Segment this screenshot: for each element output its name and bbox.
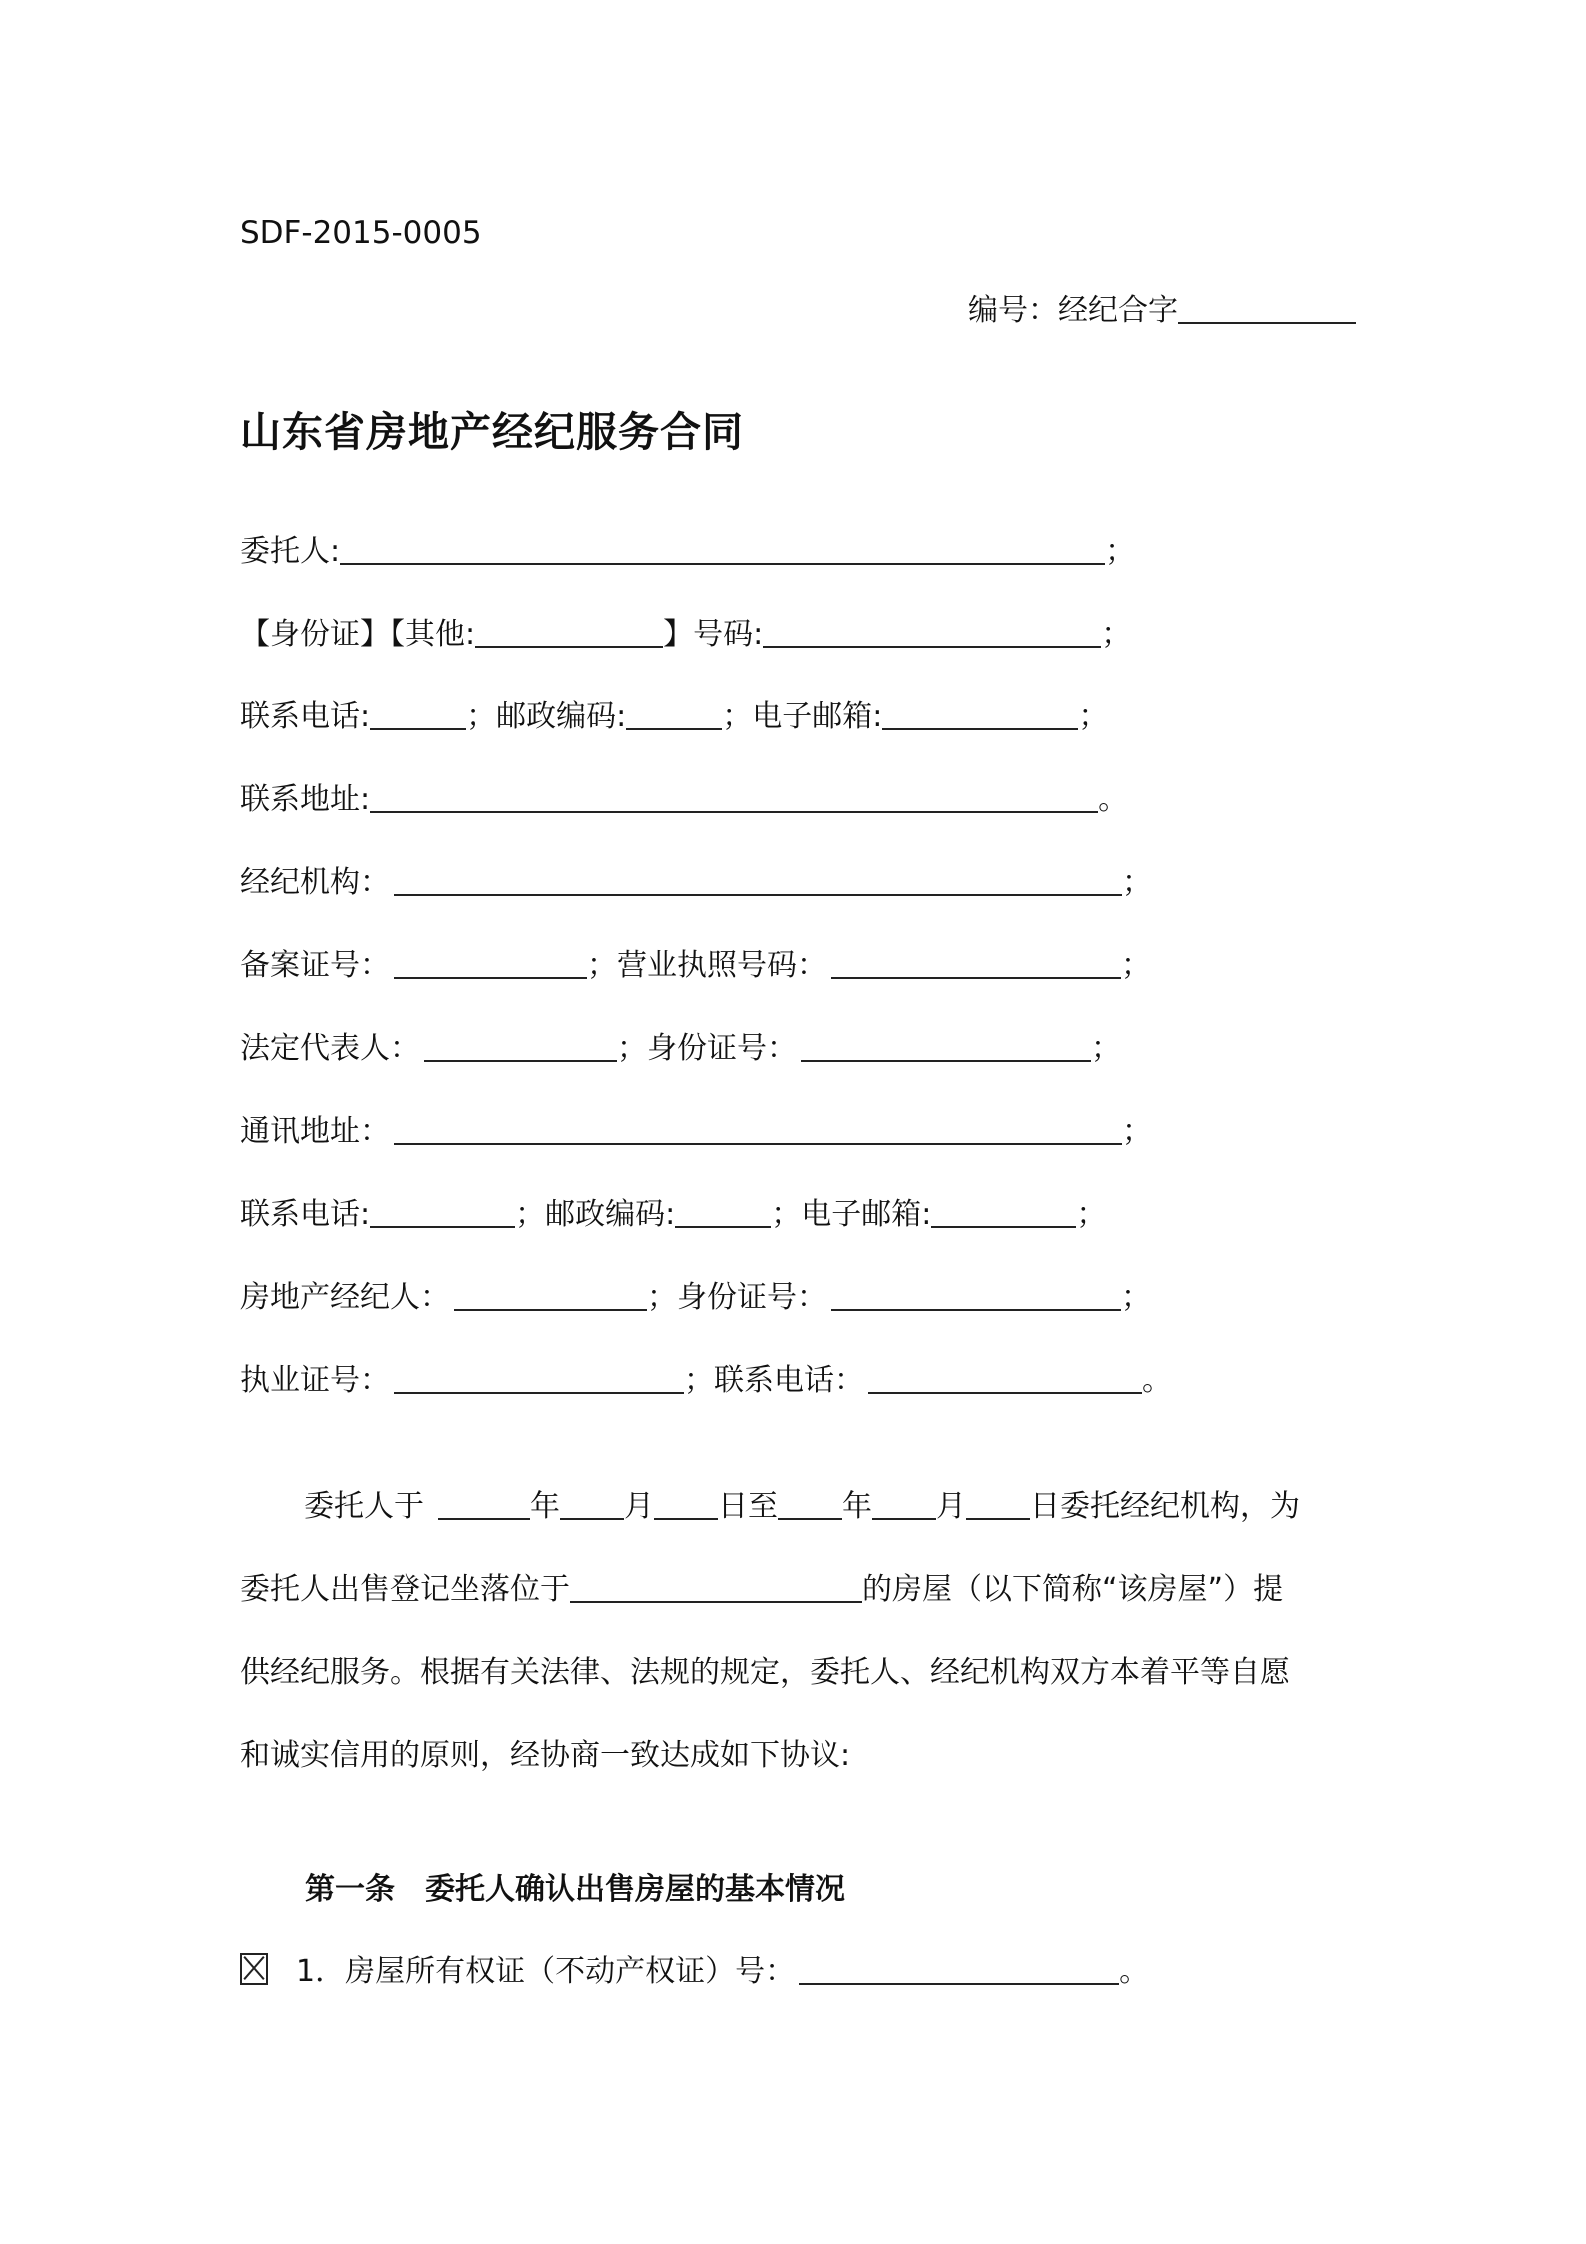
intro-line-1 [240, 1487, 1352, 1570]
broker-row [240, 1278, 1151, 1318]
license-number-label: ；营业执照号码： [587, 948, 827, 983]
punctuation: ； [1122, 865, 1152, 900]
certificate-number-field[interactable] [799, 1953, 1119, 1985]
punctuation: 。 [1142, 1363, 1172, 1398]
punctuation: ； [1078, 699, 1109, 734]
postcode-label: ；邮政编码: [466, 699, 627, 734]
practice-row [240, 1361, 1172, 1401]
record-number-label: 备案证号： [240, 948, 390, 983]
agency-name-field[interactable] [394, 864, 1122, 896]
id-number-label: ；身份证号： [617, 1031, 797, 1066]
broker-label: 房地产经纪人： [240, 1280, 450, 1315]
punctuation: ； [1076, 1197, 1107, 1232]
client-id-number-field[interactable] [763, 616, 1101, 648]
intro-line-4: 和诚实信用的原则，经协商一致达成如下协议: [240, 1738, 851, 1773]
certificate-number-label: 1．房屋所有权证（不动产权证）号： [296, 1954, 796, 1989]
license-number-field[interactable] [831, 947, 1121, 979]
legal-rep-label: 法定代表人： [240, 1031, 420, 1066]
punctuation: ； [1121, 948, 1151, 983]
client-address-field[interactable] [370, 781, 1098, 813]
legal-rep-field[interactable] [424, 1030, 617, 1062]
agency-contact-row [240, 1195, 1106, 1235]
punctuation: ； [1122, 1114, 1152, 1149]
agency-phone-field[interactable] [370, 1196, 515, 1228]
form-code: SDF-2015-0005 [240, 215, 482, 251]
id-number-label: 】号码: [663, 617, 764, 652]
address-label: 联系地址: [240, 782, 371, 817]
email-label: ；电子邮箱: [722, 699, 883, 734]
end-day-field[interactable] [966, 1488, 1030, 1520]
intro-text: 委托人于 [304, 1489, 424, 1524]
serial-label: 编号：经纪合字 [968, 293, 1178, 328]
postcode-label: ；邮政编码: [515, 1197, 676, 1232]
agency-row [240, 863, 1152, 903]
start-year-field[interactable] [438, 1488, 530, 1520]
article-1-heading: 第一条 委托人确认出售房屋的基本情况 [305, 1872, 845, 1907]
agency-email-field[interactable] [931, 1196, 1076, 1228]
start-month-field[interactable] [560, 1488, 624, 1520]
intro-text: 的房屋（以下简称“该房屋”）提 [862, 1572, 1284, 1607]
agency-registration-row [240, 946, 1151, 986]
article-1-item-1 [240, 1952, 1149, 1992]
end-month-field[interactable] [872, 1488, 936, 1520]
intro-line-3: 供经纪服务。根据有关法律、法规的规定，委托人、经纪机构双方本着平等自愿 [240, 1655, 1290, 1690]
intro-text: 月 [936, 1489, 966, 1524]
phone-label: 联系电话: [240, 1197, 371, 1232]
broker-id-field[interactable] [831, 1279, 1121, 1311]
id-type-label: 【身份证】【其他: [240, 617, 476, 652]
punctuation: ； [1101, 617, 1132, 652]
client-name-field[interactable] [340, 533, 1105, 565]
client-label: 委托人: [240, 534, 341, 569]
checked-box-icon[interactable] [240, 1953, 268, 1985]
mail-address-label: 通讯地址： [240, 1114, 390, 1149]
practice-number-field[interactable] [394, 1362, 684, 1394]
property-location-field[interactable] [570, 1571, 862, 1603]
intro-text: 年 [842, 1489, 872, 1524]
client-contact-row [240, 697, 1108, 737]
page-title: 山东省房地产经纪服务合同 [240, 408, 744, 456]
end-year-field[interactable] [778, 1488, 842, 1520]
client-phone-field[interactable] [370, 698, 466, 730]
intro-text: 日至 [718, 1489, 778, 1524]
phone-label: 联系电话: [240, 699, 371, 734]
id-number-label: ；身份证号： [647, 1280, 827, 1315]
client-postcode-field[interactable] [626, 698, 722, 730]
broker-phone-field[interactable] [868, 1362, 1142, 1394]
intro-paragraph [240, 1487, 1352, 1819]
mail-address-row [240, 1112, 1152, 1152]
legal-rep-row [240, 1029, 1121, 1069]
agency-postcode-field[interactable] [675, 1196, 771, 1228]
serial-number [968, 291, 1356, 331]
practice-number-label: 执业证号： [240, 1363, 390, 1398]
client-row [240, 532, 1135, 572]
intro-text: 委托人出售登记坐落位于 [240, 1572, 570, 1607]
client-id-row [240, 615, 1131, 655]
serial-number-field[interactable] [1178, 292, 1356, 324]
email-label: ；电子邮箱: [771, 1197, 932, 1232]
punctuation: ； [1121, 1280, 1151, 1315]
legal-rep-id-field[interactable] [801, 1030, 1091, 1062]
punctuation: 。 [1098, 782, 1129, 817]
punctuation: 。 [1119, 1954, 1150, 1989]
broker-name-field[interactable] [454, 1279, 647, 1311]
phone-label: ；联系电话： [684, 1363, 864, 1398]
mail-address-field[interactable] [394, 1113, 1122, 1145]
start-day-field[interactable] [654, 1488, 718, 1520]
client-email-field[interactable] [882, 698, 1078, 730]
intro-text: 年 [530, 1489, 560, 1524]
intro-text: 日委托经纪机构，为 [1030, 1489, 1300, 1524]
record-number-field[interactable] [394, 947, 587, 979]
agency-label: 经纪机构： [240, 865, 390, 900]
punctuation: ； [1105, 534, 1136, 569]
punctuation: ； [1091, 1031, 1121, 1066]
client-address-row [240, 780, 1128, 820]
id-type-other-field[interactable] [475, 616, 663, 648]
intro-line-2 [240, 1570, 1352, 1653]
intro-text: 月 [624, 1489, 654, 1524]
